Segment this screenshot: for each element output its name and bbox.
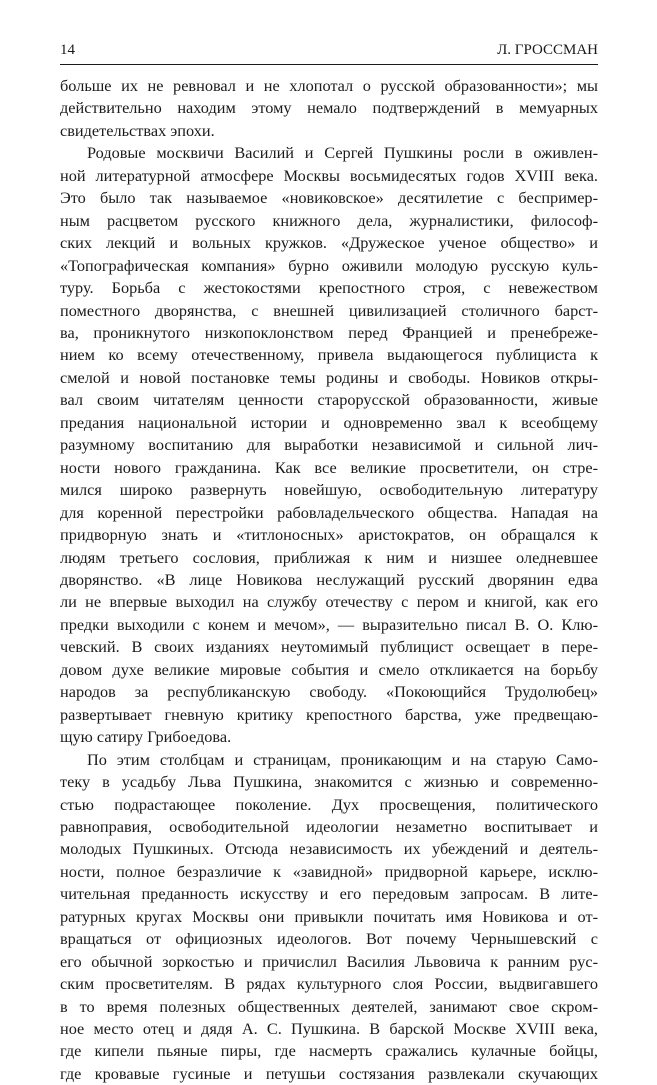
text-line: вращаться от официозных идеологов. Вот почему Чернышевский с: [60, 929, 598, 949]
text-line: ских лекций и вольных кружков. «Дружеское ученое общество» и: [60, 233, 598, 253]
text-line: ности нового гражданина. Как все великие просветители, он стре-: [60, 457, 598, 477]
text-line: народов за республиканскую свободу. «Покоющийся Трудолюбец»: [60, 682, 598, 702]
text-line: ратурных кругах Москвы они привыкли почитать имя Новикова и от-: [60, 906, 598, 926]
paragraph: [60, 142, 598, 748]
page-number: 14: [60, 42, 75, 58]
text-line: дворянство. «В лице Новикова неслужащий русский дворянин едва: [60, 569, 598, 589]
text-line: ным расцветом русского книжного дела, журналистики, философ-: [60, 210, 598, 230]
text-line: где кровавые гусиные и петушьи состязания развлекали скучающих: [60, 1063, 598, 1083]
text-line: Это было так называемое «новиковское» десятилетие с беспример-: [60, 188, 598, 208]
text-line: для коренной перестройки рабовладельческого общества. Нападая на: [60, 502, 598, 522]
text-line: ности, полное безразличие к «завидной» придворной карьере, исклю-: [60, 861, 598, 881]
text-line: развертывает гневную критику крепостного барства, уже предвещаю-: [60, 704, 598, 724]
text-line: «Топографическая компания» бурно оживили молодую русскую куль-: [60, 255, 598, 275]
paragraph: [60, 75, 598, 142]
text-line: придворную знать и «титлоносных» аристократов, он обращался к: [60, 525, 598, 545]
text-line: равноправия, освободительной идеологии незаметно воспитывает и: [60, 816, 598, 836]
text-line: По этим столбцам и страницам, проникающим и на старую Само-: [87, 749, 598, 769]
text-line: ским просветителям. В рядах культурного слоя России, выдвигавшего: [60, 974, 598, 994]
running-header: [60, 40, 598, 62]
text-line: молодых Пушкиных. Отсюда независимость их убеждений и деятель-: [60, 839, 598, 859]
text-line: смелой и новой постановке темы родины и свободы. Новиков откры-: [60, 367, 598, 387]
text-line: людям третьего сословия, приближая к ним и низшее оледневшее: [60, 547, 598, 567]
body-text: [60, 75, 598, 1085]
text-line: свидетельствах эпохи.: [60, 120, 215, 140]
text-line: ли не впервые выходил на службу отечеству с пером и книгой, как его: [60, 592, 598, 612]
header-rule: [60, 64, 598, 65]
text-line: туру. Борьба с жестокостями крепостного строя, с невежеством: [60, 278, 598, 298]
text-line: довом духе великие мировые события и смело откликается на борьбу: [60, 659, 598, 679]
text-line: поместного дворянства, с внешней цивилизацией столичного барст-: [60, 300, 598, 320]
text-line: теку в усадьбу Льва Пушкина, знакомится с жизнью и современно-: [60, 772, 598, 792]
text-line: разумному воспитанию для выработки независимой и сильной лич-: [60, 435, 598, 455]
text-line: где кипели пьяные пиры, где насмерть сражались кулачные бойцы,: [60, 1041, 598, 1061]
running-title: Л. ГРОССМАН: [497, 42, 598, 58]
text-line: действительно находим этому немало подтверждений в мемуарных: [60, 98, 598, 118]
text-line: чительная преданность искусству и его передовым запросам. В лите-: [60, 884, 598, 904]
text-line: мился широко развернуть новейшую, освободительную литературу: [60, 480, 598, 500]
text-line: вал своим читателям ценности старорусской образованности, живые: [60, 390, 598, 410]
text-line: в то время полезных общественных деятелей, занимают свое скром-: [60, 996, 598, 1016]
text-line: стью подрастающее поколение. Дух просвещения, политического: [60, 794, 598, 814]
text-line: нием ко всему отечественному, привела выдающегося публициста к: [60, 345, 598, 365]
book-page: [60, 40, 598, 1085]
text-line: чевский. В своих изданиях неутомимый публицист освещает в пере-: [60, 637, 598, 657]
text-line: предки выходили с конем и мечом», — выразительно писал В. О. Клю-: [60, 614, 598, 634]
text-line: щую сатиру Грибоедова.: [60, 727, 232, 747]
text-line: предания национальной истории и одновременно звал к всеобщему: [60, 412, 598, 432]
text-line: больше их не ревновал и не хлопотал о русской образованности»; мы: [60, 76, 598, 95]
text-line: ной литературной атмосфере Москвы восьмидесятых годов XVIII века.: [60, 165, 598, 185]
text-line: ное место отец и дядя А. С. Пушкина. В барской Москве XVIII века,: [60, 1019, 598, 1039]
text-line: ва, проникнутого низкопоклонством перед Францией и пренебреже-: [60, 322, 598, 342]
paragraph: [60, 749, 598, 1085]
text-line: его обычной зоркостью и причислил Василия Львовича к ранним рус-: [60, 951, 598, 971]
text-line: Родовые москвичи Василий и Сергей Пушкины росли в оживлен-: [87, 143, 598, 163]
